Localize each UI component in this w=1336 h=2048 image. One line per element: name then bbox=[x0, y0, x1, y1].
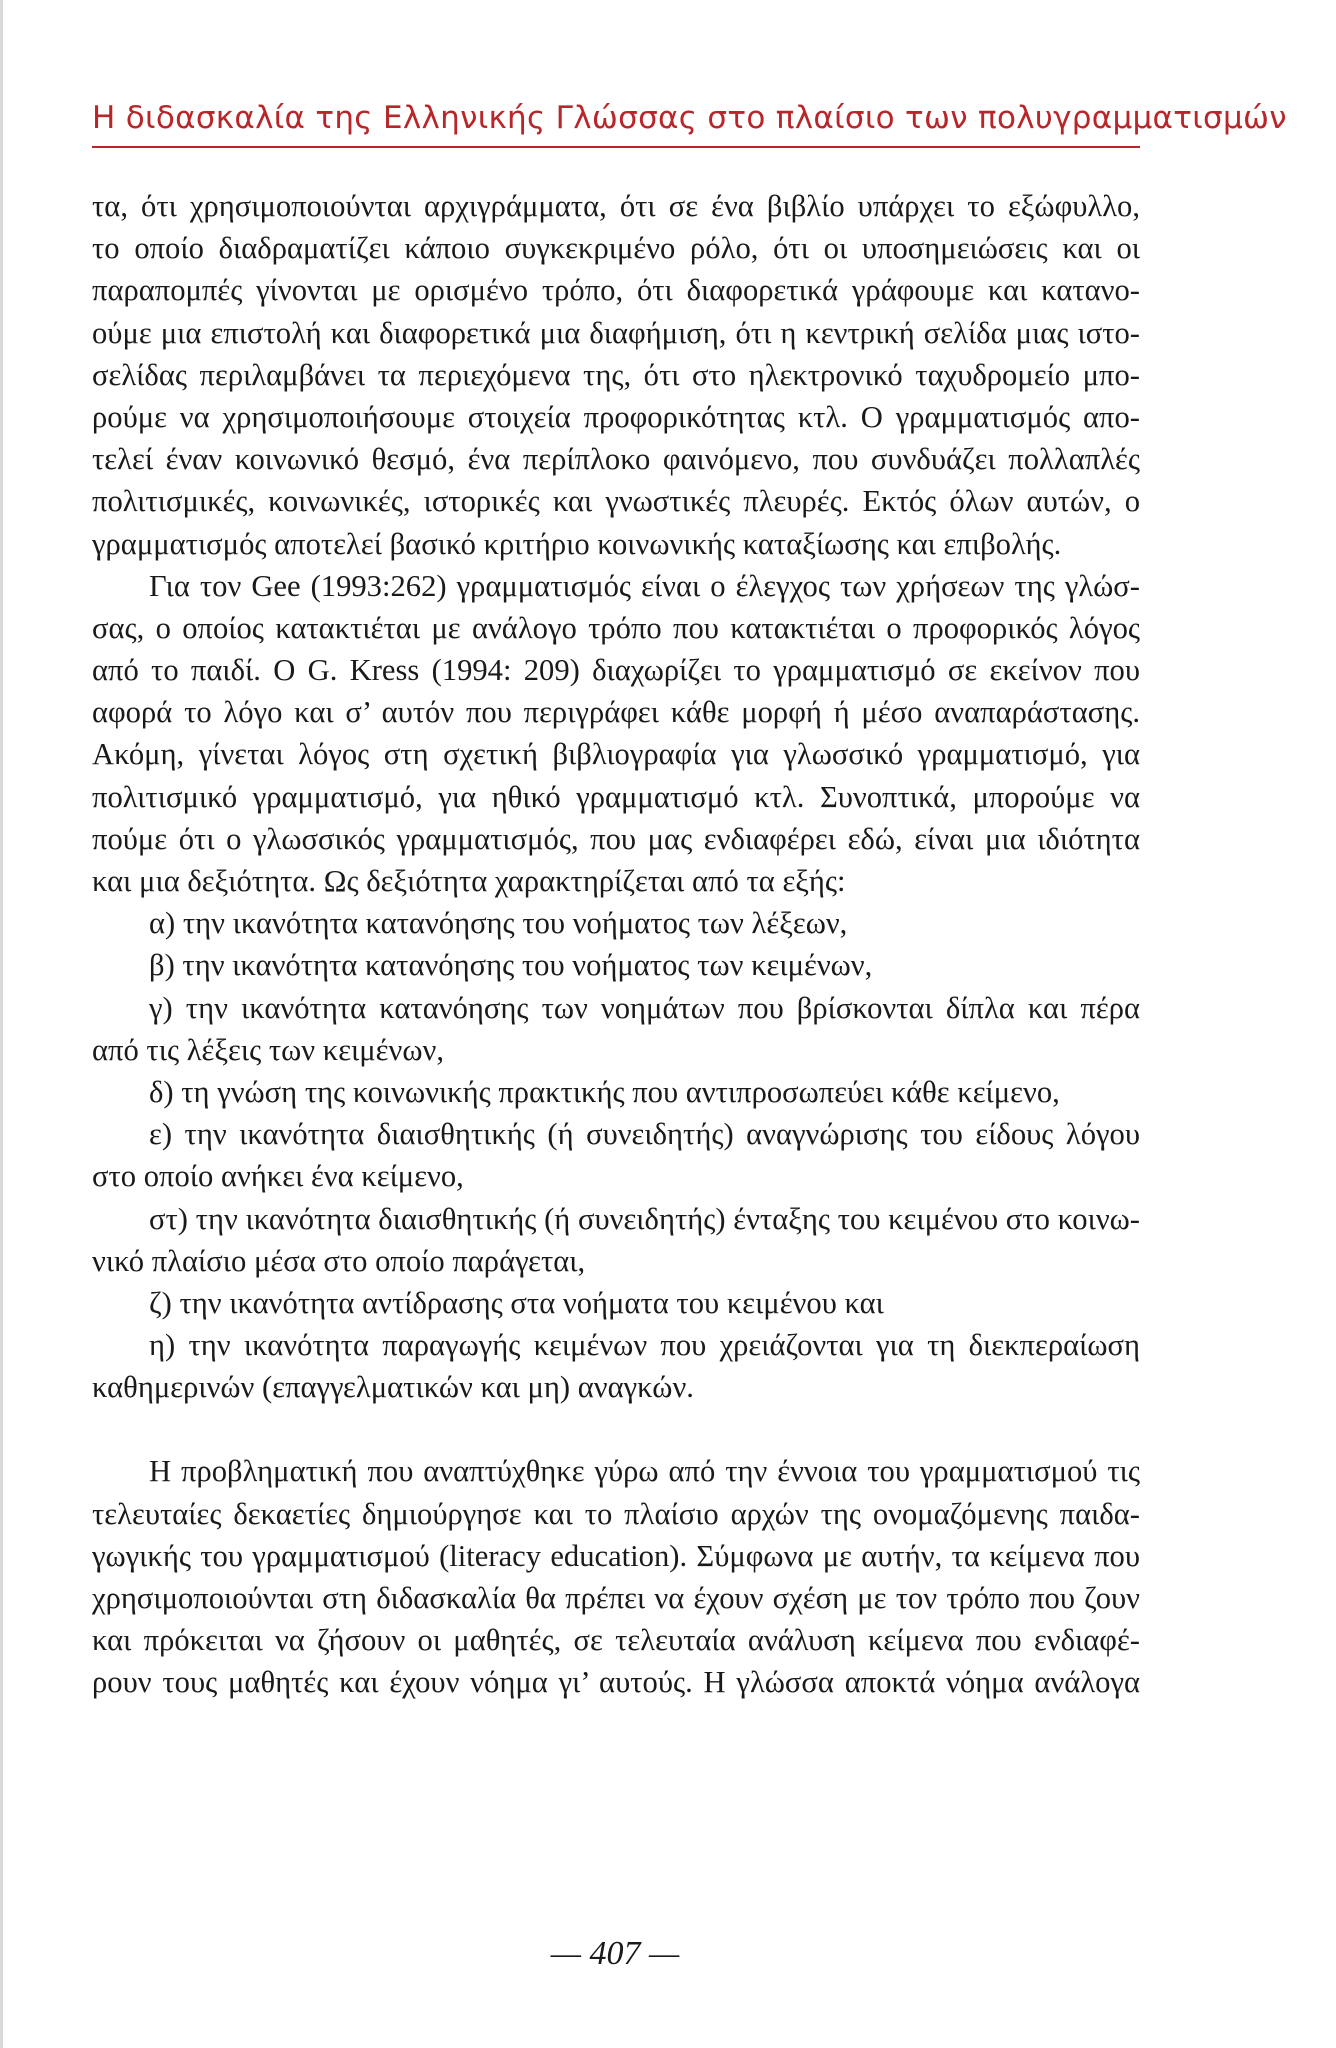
text-line: το οποίο διαδραματίζει κάποιο συγκεκριμένο ρόλο, ότι οι υποσημειώσεις και οι bbox=[92, 231, 1140, 266]
text-line: από το παιδί. Ο G. Kress (1994: 209) διαχωρίζει το γραμματισμό σε εκείνον που bbox=[92, 653, 1140, 688]
text-line: τελευταίες δεκαετίες δημιούργησε και το πλαίσιο αρχών της ονομαζόμενης παιδα- bbox=[92, 1496, 1140, 1531]
text-line: αφορά το λόγο και σ’ αυτόν που περιγράφει κάθε μορφή ή μέσο αναπαράστασης. bbox=[92, 695, 1140, 730]
text-line: πολιτισμικό γραμματισμό, για ηθικό γραμματισμό κτλ. Συνοπτικά, μπορούμε να bbox=[92, 779, 1140, 814]
text-line: και πρόκειται να ζήσουν οι μαθητές, σε τελευταία ανάλυση κείμενα που ενδιαφέ- bbox=[92, 1623, 1140, 1658]
list-item: ε) την ικανότητα διαισθητικής (ή συνειδητής) αναγνώρισης του είδους λόγου bbox=[149, 1117, 1140, 1152]
text-line: Για τον Gee (1993:262) γραμματισμός είναι ο έλεγχος των χρήσεων της γλώσ- bbox=[149, 568, 1140, 603]
text-line: ρούμε να χρησιμοποιήσουμε στοιχεία προφορικότητας κτλ. Ο γραμματισμός απο- bbox=[92, 399, 1140, 434]
text-line: πολιτισμικές, κοινωνικές, ιστορικές και γνωστικές πλευρές. Εκτός όλων αυτών, ο bbox=[92, 484, 1140, 519]
list-item: δ) τη γνώση της κοινωνικής πρακτικής που αντιπροσωπεύει κάθε κείμενο, bbox=[149, 1074, 1060, 1109]
text-line: από τις λέξεις των κειμένων, bbox=[92, 1032, 444, 1067]
text-line: νικό πλαίσιο μέσα στο οποίο παράγεται, bbox=[92, 1243, 586, 1278]
text-line: ούμε μια επιστολή και διαφορετικά μια διαφήμιση, ότι η κεντρική σελίδα μιας ιστο- bbox=[92, 315, 1140, 350]
text-line: Ακόμη, γίνεται λόγος στη σχετική βιβλιογραφία για γλωσσικό γραμματισμό, για bbox=[92, 737, 1140, 772]
page-number: — 407 — bbox=[550, 1935, 680, 1972]
text-line: και μια δεξιότητα. Ως δεξιότητα χαρακτηρίζεται από τα εξής: bbox=[92, 864, 846, 898]
paragraph-gap bbox=[92, 1408, 1140, 1450]
list-item: β) την ικανότητα κατανόησης του νοήματος των κειμένων, bbox=[149, 948, 873, 983]
text-line: Η προβληματική που αναπτύχθηκε γύρω από την έννοια του γραμματισμού τις bbox=[149, 1454, 1140, 1489]
list-item: γ) την ικανότητα κατανόησης των νοημάτων που βρίσκονται δίπλα και πέρα bbox=[149, 990, 1140, 1025]
running-header: Η διδασκαλία της Ελληνικής Γλώσσας στο πλαίσιο των πολυγραμματισμών bbox=[92, 100, 1287, 136]
scan-edge bbox=[0, 0, 3, 2048]
header-rule bbox=[92, 146, 1140, 148]
text-line: πούμε ότι ο γλωσσικός γραμματισμός, που μας ενδιαφέρει εδώ, είναι μια ιδιότητα bbox=[92, 821, 1140, 856]
text-line: σελίδας περιλαμβάνει τα περιεχόμενα της, ότι στο ηλεκτρονικό ταχυδρομείο μπο- bbox=[92, 357, 1140, 392]
text-line: παραπομπές γίνονται με ορισμένο τρόπο, ότι διαφορετικά γράφουμε και κατανο- bbox=[92, 273, 1140, 308]
list-item: ζ) την ικανότητα αντίδρασης στα νοήματα του κειμένου και bbox=[149, 1285, 884, 1320]
text-line: στο οποίο ανήκει ένα κείμενο, bbox=[92, 1159, 464, 1194]
list-item: η) την ικανότητα παραγωγής κειμένων που χρειάζονται για τη διεκπεραίωση bbox=[149, 1328, 1140, 1363]
text-line: τελεί έναν κοινωνικό θεσμό, ένα περίπλοκο φαινόμενο, που συνδυάζει πολλαπλές bbox=[92, 442, 1140, 477]
text-line: ρουν τους μαθητές και έχουν νόημα γι’ αυτούς. Η γλώσσα αποκτά νόημα ανάλογα bbox=[92, 1665, 1140, 1700]
text-line: χρησιμοποιούνται στη διδασκαλία θα πρέπει να έχουν σχέση με τον τρόπο που ζουν bbox=[92, 1581, 1140, 1615]
list-item: στ) την ικανότητα διαισθητικής (ή συνειδητής) ένταξης του κειμένου στο κοινω- bbox=[149, 1201, 1140, 1236]
text-line: γωγικής του γραμματισμού (literacy education). Σύμφωνα με αυτήν, τα κείμενα που bbox=[92, 1538, 1140, 1573]
text-line: γραμματισμός αποτελεί βασικό κριτήριο κοινωνικής καταξίωσης και επιβολής. bbox=[92, 526, 1062, 561]
list-item: α) την ικανότητα κατανόησης του νοήματος των λέξεων, bbox=[149, 906, 848, 941]
body-text bbox=[92, 185, 1140, 1704]
text-line: τα, ότι χρησιμοποιούνται αρχιγράμματα, ότι σε ένα βιβλίο υπάρχει το εξώφυλλο, bbox=[92, 189, 1140, 223]
text-line: καθημερινών (επαγγελματικών και μη) αναγκών. bbox=[92, 1370, 694, 1405]
text-line: σας, ο οποίος κατακτιέται με ανάλογο τρόπο που κατακτιέται ο προφορικός λόγος bbox=[92, 610, 1140, 645]
